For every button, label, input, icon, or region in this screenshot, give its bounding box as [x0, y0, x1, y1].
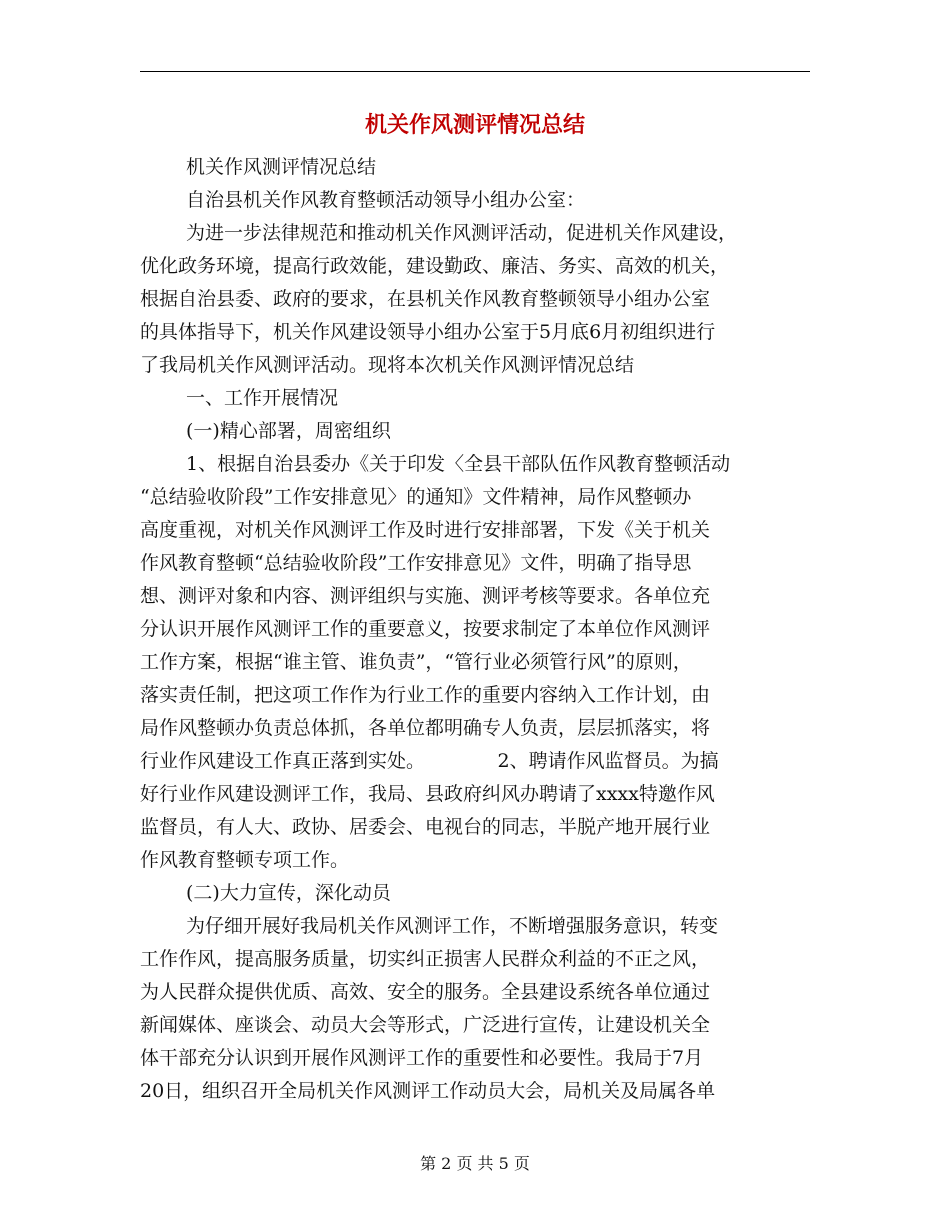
body-line: 作风教育整顿“总结验收阶段”工作安排意见》文件，明确了指导思	[140, 552, 692, 574]
body-line: “总结验收阶段”工作安排意见〉的通知》文件精神，局作风整顿办	[140, 486, 692, 508]
body-line: 行业作风建设工作真正落到实处。 2、聘请作风监督员。为搞	[140, 750, 719, 772]
body-line: 分认识开展作风测评工作的重要意义，按要求制定了本单位作风测评	[140, 618, 711, 640]
body-line: 机关作风测评情况总结	[186, 156, 377, 178]
body-line: 工作作风，提高服务质量，切实纠正损害人民群众利益的不正之风，	[140, 948, 711, 970]
body-line: 监督员，有人大、政协、居委会、电视台的同志，半脱产地开展行业	[140, 816, 711, 838]
body-line: 落实责任制，把这项工作作为行业工作的重要内容纳入工作计划，由	[140, 684, 711, 706]
body-line: 1、根据自治县委办《关于印发〈全县干部队伍作风教育整顿活动	[186, 453, 731, 475]
body-line: 根据自治县委、政府的要求，在县机关作风教育整顿领导小组办公室	[140, 288, 711, 310]
body-line: 优化政务环境，提高行政效能，建设勤政、廉洁、务实、高效的机关，	[140, 255, 730, 277]
body-line: 为进一步法律规范和推动机关作风测评活动，促进机关作风建设，	[186, 222, 738, 244]
section-heading: 一、工作开展情况	[186, 387, 339, 409]
body-line: 高度重视，对机关作风测评工作及时进行安排部署，下发《关于机关	[140, 519, 711, 541]
body-line: 为仔细开展好我局机关作风测评工作，不断增强服务意识，转变	[186, 915, 719, 937]
document-title: 机关作风测评情况总结	[364, 112, 585, 138]
body-line: 了我局机关作风测评活动。现将本次机关作风测评情况总结	[140, 354, 635, 376]
body-line: 作风教育整顿专项工作。	[140, 849, 350, 871]
body-line: 新闻媒体、座谈会、动员大会等形式，广泛进行宣传，让建设机关全	[140, 1014, 711, 1036]
body-line: 为人民群众提供优质、高效、安全的服务。全县建设系统各单位通过	[140, 981, 711, 1003]
body-line: 局作风整顿办负责总体抓，各单位都明确专人负责，层层抓落实，将	[140, 717, 711, 739]
header-rule	[140, 71, 810, 72]
body-line: 工作方案，根据“谁主管、谁负责”，“管行业必须管行风”的原则，	[140, 651, 692, 673]
page-number-footer: 第 2 页 共 5 页	[420, 1154, 530, 1173]
body-line: 体干部充分认识到开展作风测评工作的重要性和必要性。我局于7月	[140, 1047, 704, 1069]
body-line: 20日，组织召开全局机关作风测评工作动员大会，局机关及局属各单	[140, 1080, 716, 1102]
body-line: 自治县机关作风教育整顿活动领导小组办公室：	[186, 189, 586, 211]
body-line: 的具体指导下，机关作风建设领导小组办公室于5月底6月初组织进行	[140, 321, 716, 343]
subsection-heading: (一)精心部署，周密组织	[186, 420, 391, 442]
body-line: 想、测评对象和内容、测评组织与实施、测评考核等要求。各单位充	[140, 585, 711, 607]
body-line: 好行业作风建设测评工作，我局、县政府纠风办聘请了xxxx特邀作风	[140, 783, 715, 805]
subsection-heading: (二)大力宣传，深化动员	[186, 882, 391, 904]
